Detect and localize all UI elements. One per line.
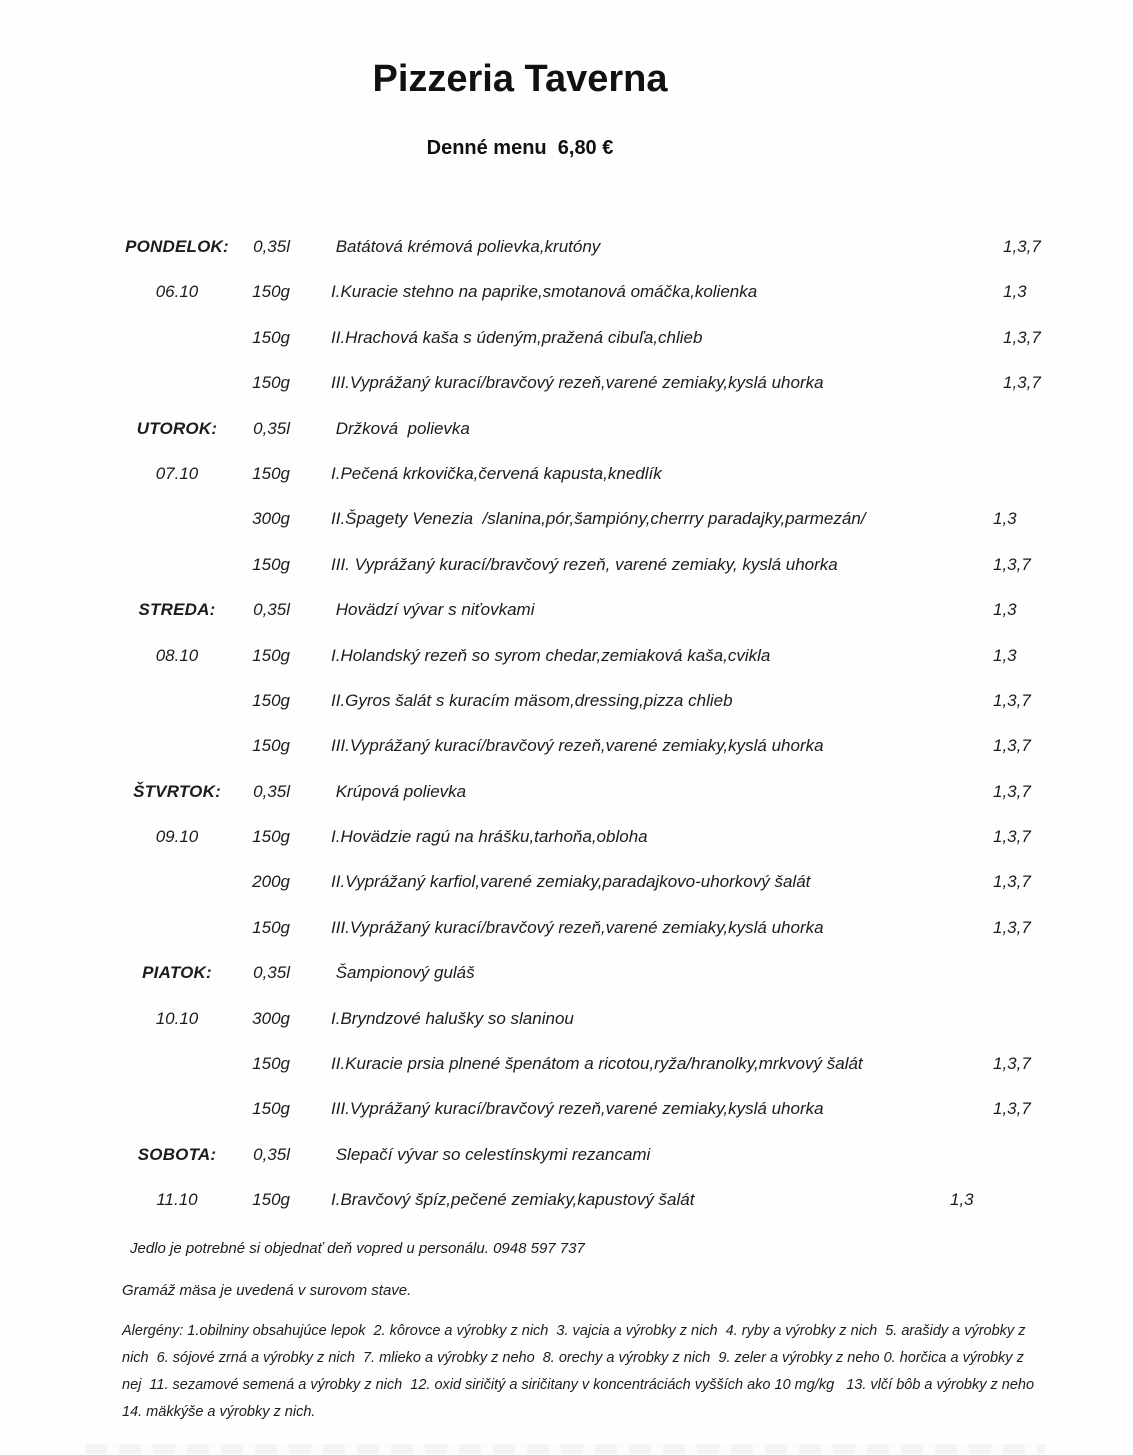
dish-cell: II.Hrachová kaša s údeným,pražená cibuľa,chlieb	[331, 327, 703, 347]
dish-cell: Slepačí vývar so celestínskymi rezancami	[331, 1144, 651, 1164]
dish-cell: II.Špagety Venezia /slanina,pór,šampióny,cherrry paradajky,parmezán/	[331, 509, 866, 529]
weight-note: Gramáž mäsa je uvedená v surovom stave.	[122, 1282, 412, 1299]
dish-cell: I.Bravčový špíz,pečené zemiaky,kapustový šalát	[331, 1190, 695, 1210]
day-cell: UTOROK:	[136, 418, 218, 438]
menu-row-thursday-soup	[0, 769, 1133, 814]
date-cell: 09.10	[155, 827, 199, 847]
dish-cell: II.Gyros šalát s kuracím mäsom,dressing,pizza chlieb	[331, 690, 733, 710]
menu-row	[0, 542, 1133, 587]
allergen-cell: 1,3,7	[1003, 373, 1041, 393]
qty-cell: 0,35l	[253, 418, 290, 438]
menu-header	[0, 58, 1040, 160]
dish-cell: Držková polievka	[331, 418, 470, 438]
qty-cell: 150g	[252, 463, 290, 483]
allergen-cell: 1,3,7	[993, 554, 1031, 574]
dish-cell: III.Vyprážaný kurací/bravčový rezeň,varené zemiaky,kyslá uhorka	[331, 1099, 824, 1119]
dish-cell: I.Pečená krkovička,červená kapusta,knedlík	[331, 463, 662, 483]
allergen-cell: 1,3,7	[993, 872, 1031, 892]
menu-subtitle: Denné menu 6,80 €	[426, 137, 614, 159]
dish-cell: III.Vyprážaný kurací/bravčový rezeň,varené zemiaky,kyslá uhorka	[331, 373, 824, 393]
menu-row	[0, 723, 1133, 768]
date-cell: 10.10	[155, 1008, 199, 1028]
qty-cell: 150g	[252, 736, 290, 756]
dish-cell: Batátová krémová polievka,krutóny	[331, 237, 601, 256]
allergen-cell: 1,3	[993, 645, 1017, 665]
allergen-cell: 1,3,7	[993, 917, 1031, 937]
date-cell: 06.10	[155, 282, 199, 302]
allergen-cell: 1,3	[950, 1190, 974, 1210]
day-cell: SOBOTA:	[137, 1144, 217, 1164]
qty-cell: 300g	[252, 1008, 290, 1028]
dish-cell: I.Kuracie stehno na paprike,smotanová omáčka,kolienka	[331, 282, 758, 302]
qty-cell: 150g	[252, 327, 290, 347]
allergen-cell: 1,3,7	[1003, 237, 1041, 256]
dish-cell: I.Holandský rezeň so syrom chedar,zemiaková kaša,cvikla	[331, 645, 771, 665]
menu-row	[0, 451, 1133, 496]
menu-row	[0, 315, 1133, 360]
menu-row-tuesday-soup	[0, 406, 1133, 451]
dish-cell: I.Hovädzie ragú na hrášku,tarhoňa,obloha	[331, 827, 648, 847]
qty-cell: 150g	[252, 1054, 290, 1074]
allergen-cell	[993, 451, 1133, 496]
dish-cell: Šampionový guláš	[331, 963, 475, 983]
menu-row-wednesday-soup	[0, 587, 1133, 632]
qty-cell: 0,35l	[253, 600, 290, 620]
menu-row-monday-soup	[0, 224, 1133, 269]
dish-cell: III.Vyprážaný kurací/bravčový rezeň,varené zemiaky,kyslá uhorka	[331, 917, 824, 937]
date-cell: 11.10	[156, 1190, 198, 1210]
menu-row-friday-soup	[0, 950, 1133, 995]
qty-cell: 200g	[252, 872, 290, 892]
allergen-cell: 1,3,7	[993, 690, 1031, 710]
allergen-legend-line: nich 6. sójové zrná a výrobky z nich 7. mlieko a výrobky z neho 8. orechy a výrobky z nich 9. zeler a výrobky z neho 0. horčica a výrobky z	[122, 1350, 1024, 1366]
allergen-cell: 1,3	[993, 600, 1017, 620]
allergen-cell: 1,3,7	[993, 1099, 1031, 1119]
qty-cell: 0,35l	[253, 781, 290, 801]
menu-row	[0, 1086, 1133, 1131]
qty-cell: 150g	[252, 554, 290, 574]
menu-row	[0, 814, 1133, 859]
dish-cell: II.Vyprážaný karfiol,varené zemiaky,paradajkovo-uhorkový šalát	[331, 872, 811, 892]
allergen-cell: 1,3,7	[1003, 327, 1041, 347]
allergen-legend	[122, 1318, 1082, 1426]
allergen-cell: 1,3,7	[993, 827, 1031, 847]
allergen-cell	[993, 1132, 1133, 1177]
dish-cell: Hovädzí vývar s niťovkami	[331, 600, 535, 620]
day-cell: PIATOK:	[142, 963, 212, 983]
allergen-cell: 1,3	[993, 509, 1017, 529]
order-note: Jedlo je potrebné si objednať deň vopred u personálu. 0948 597 737	[130, 1240, 585, 1257]
menu-row	[0, 360, 1133, 405]
qty-cell: 300g	[252, 509, 290, 529]
qty-cell: 150g	[252, 917, 290, 937]
menu-row	[0, 996, 1133, 1041]
menu-row	[0, 678, 1133, 723]
menu-row	[0, 1041, 1133, 1086]
allergen-legend-line: nej 11. sezamové semená a výrobky z nich 12. oxid siričitý a siričitany v koncentráciách vyšších ako 10 mg/kg 13. vlčí bôb a výrobky z neho	[122, 1377, 1035, 1393]
menu-row	[0, 269, 1133, 314]
dish-cell: II.Kuracie prsia plnené špenátom a ricotou,ryža/hranolky,mrkvový šalát	[331, 1054, 863, 1074]
dish-cell: Krúpová polievka	[331, 781, 467, 801]
date-cell: 08.10	[155, 645, 199, 665]
menu-row	[0, 1177, 1133, 1222]
allergen-cell	[993, 406, 1133, 451]
scan-artifact	[85, 1444, 1045, 1454]
qty-cell: 0,35l	[253, 963, 290, 983]
qty-cell: 150g	[252, 645, 290, 665]
day-cell: PONDELOK:	[125, 237, 229, 256]
qty-cell: 150g	[252, 1190, 290, 1210]
page-title: Pizzeria Taverna	[372, 58, 668, 100]
day-cell: STREDA:	[138, 600, 216, 620]
dish-cell: III.Vyprážaný kurací/bravčový rezeň,varené zemiaky,kyslá uhorka	[331, 736, 824, 756]
allergen-cell: 1,3,7	[993, 781, 1031, 801]
allergen-cell: 1,3	[1003, 282, 1027, 302]
dish-cell: III. Vyprážaný kurací/bravčový rezeň, varené zemiaky, kyslá uhorka	[331, 554, 838, 574]
allergen-legend-line: Alergény: 1.obilniny obsahujúce lepok 2. kôrovce a výrobky z nich 3. vajcia a výrobky z nich 4. ryby a výrobky z nich 5. arašidy a výrobky z	[122, 1323, 1026, 1339]
menu-row	[0, 905, 1133, 950]
allergen-cell: 1,3,7	[993, 1054, 1031, 1074]
menu-row	[0, 496, 1133, 541]
qty-cell: 0,35l	[253, 237, 290, 256]
allergen-legend-line: 14. mäkkýše a výrobky z nich.	[122, 1404, 316, 1420]
menu-row	[0, 859, 1133, 904]
daily-menu-table	[0, 224, 1133, 1223]
qty-cell: 150g	[252, 282, 290, 302]
day-cell: ŠTVRTOK:	[133, 781, 221, 801]
qty-cell: 150g	[252, 1099, 290, 1119]
menu-row	[0, 633, 1133, 678]
date-cell: 07.10	[155, 463, 199, 483]
allergen-cell	[993, 950, 1133, 995]
menu-row-saturday-soup	[0, 1132, 1133, 1177]
qty-cell: 150g	[252, 373, 290, 393]
dish-cell: I.Bryndzové halušky so slaninou	[331, 1008, 574, 1028]
qty-cell: 150g	[252, 690, 290, 710]
allergen-cell: 1,3,7	[993, 736, 1031, 756]
qty-cell: 0,35l	[253, 1144, 290, 1164]
qty-cell: 150g	[252, 827, 290, 847]
allergen-cell	[993, 996, 1133, 1041]
